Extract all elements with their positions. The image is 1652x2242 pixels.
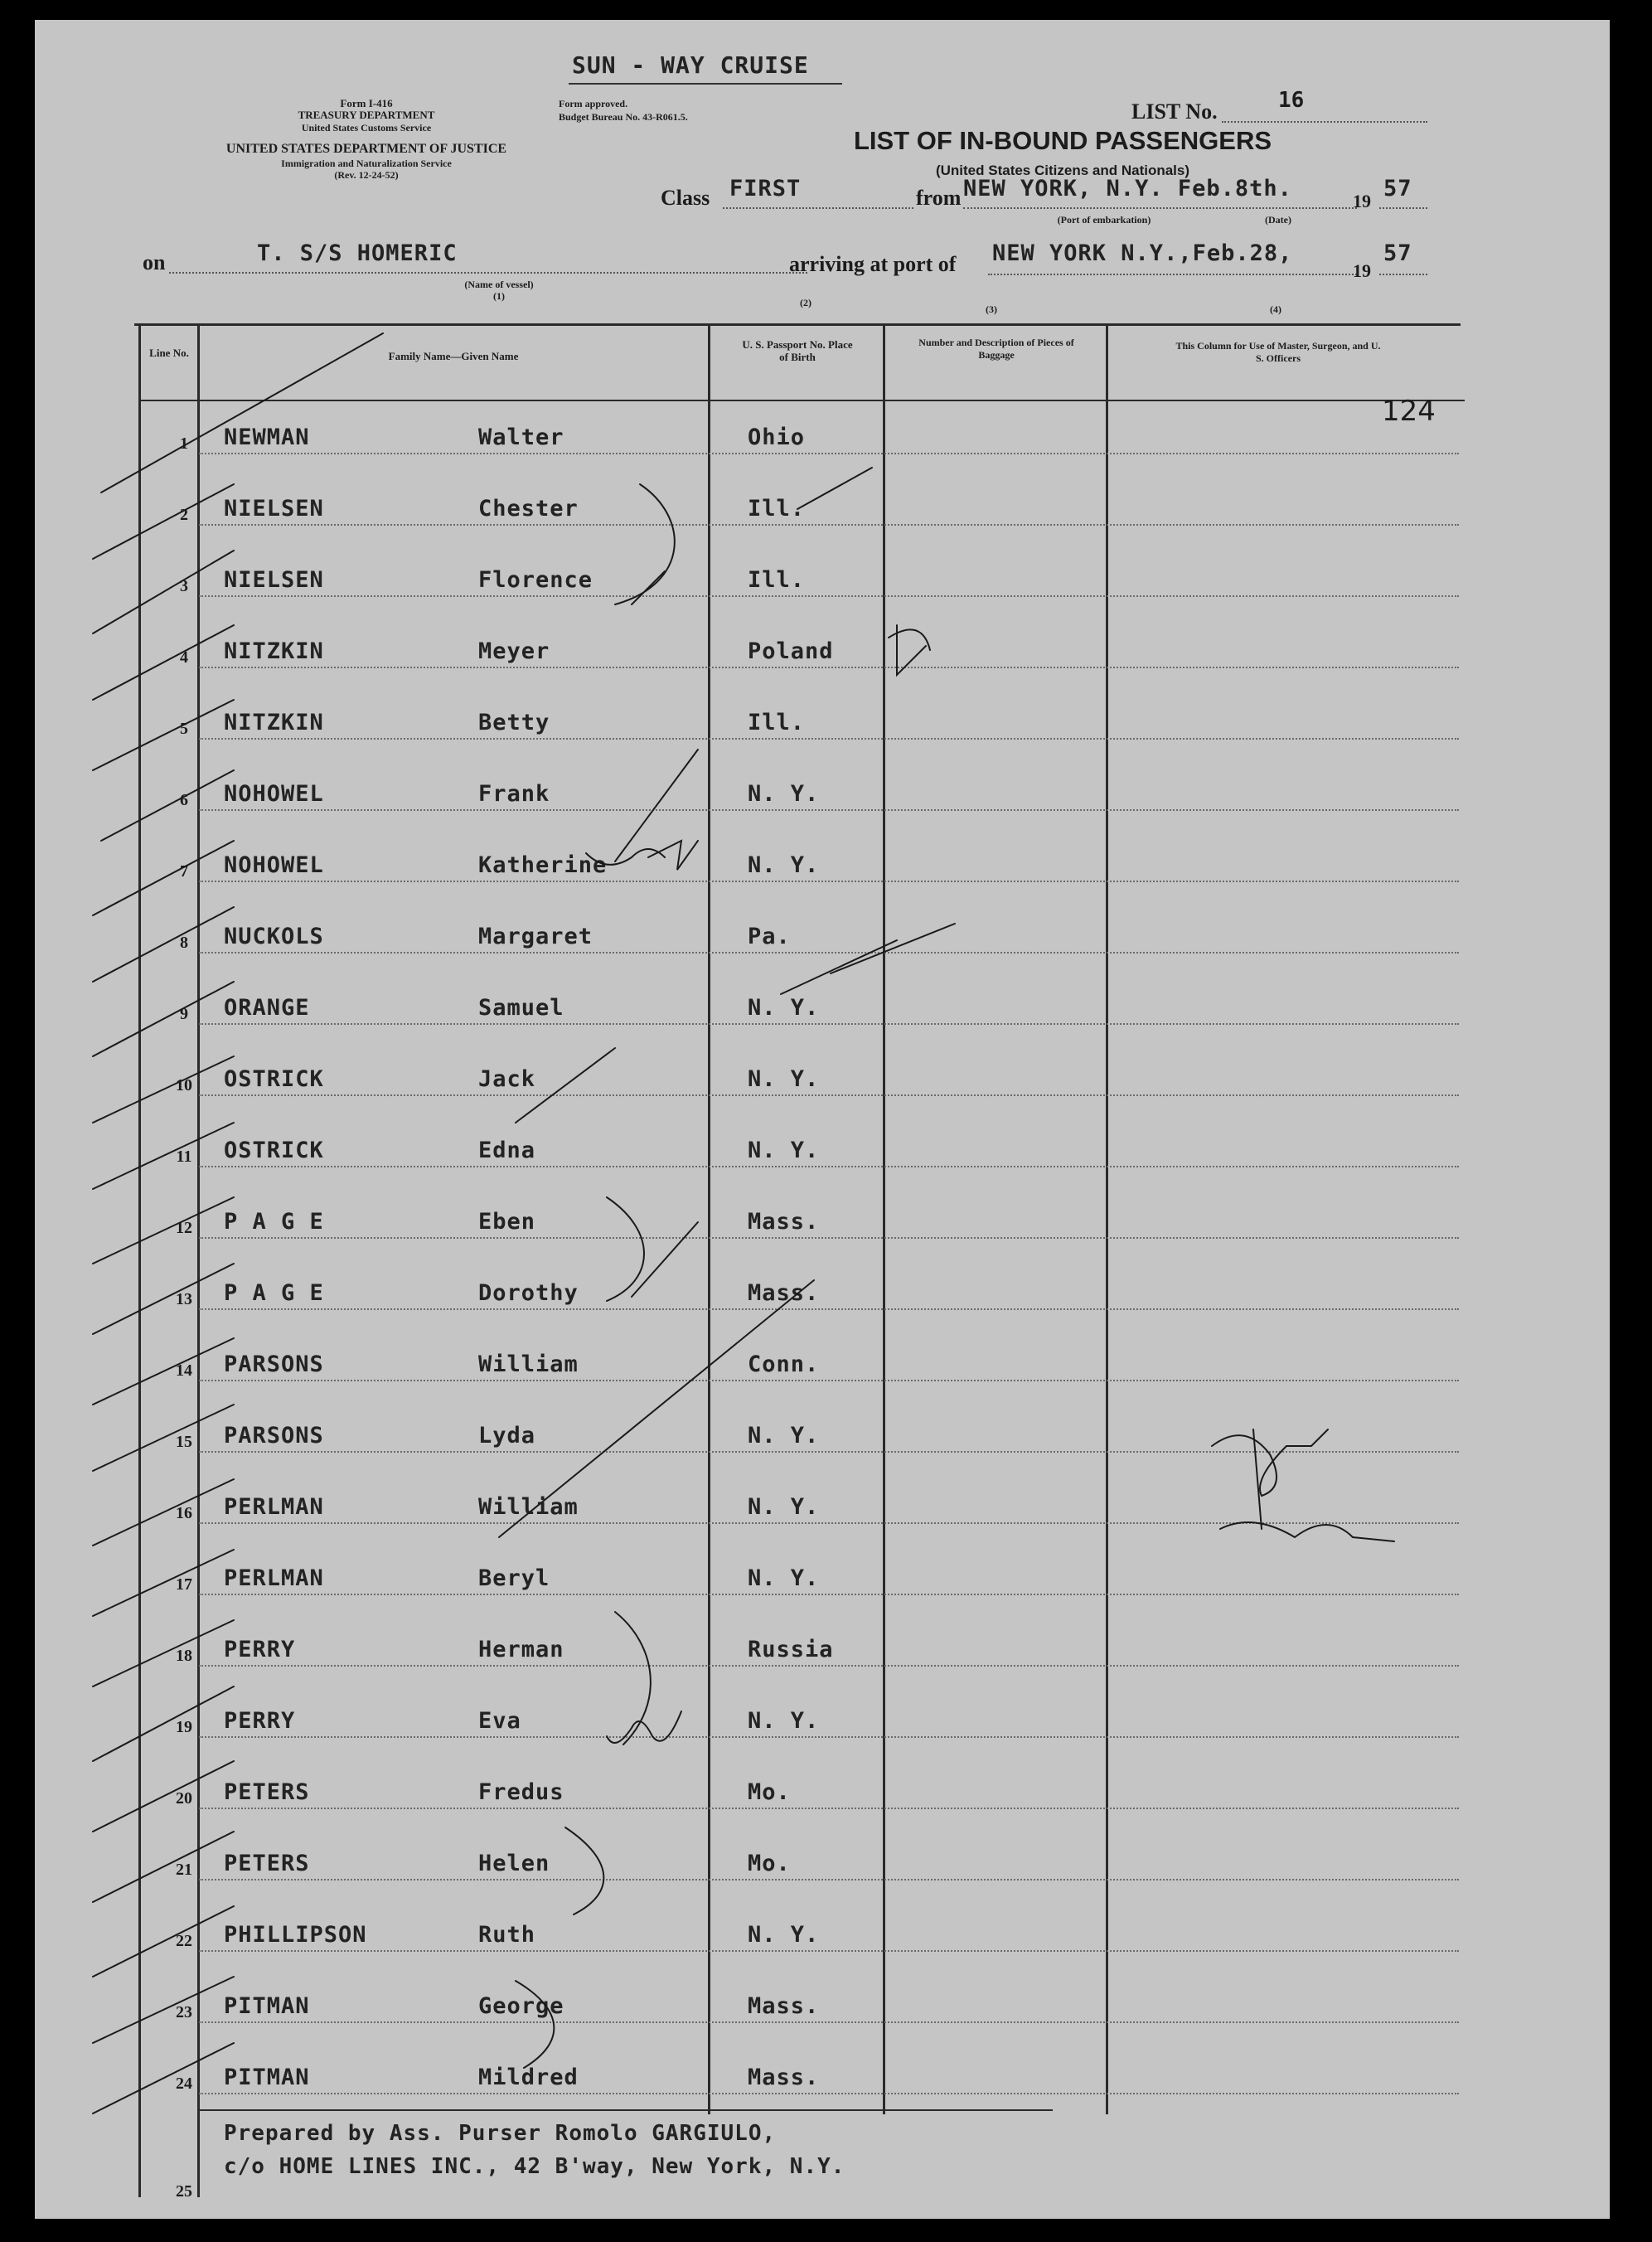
line-number: 23 (176, 2003, 192, 2021)
line-number: 9 (180, 1005, 188, 1023)
treasury-dept: TREASURY DEPARTMENT (298, 109, 435, 121)
place-of-birth: Ill. (748, 496, 806, 522)
footer-rule (199, 2109, 1053, 2111)
arriving-year-prefix: 19 (1353, 260, 1371, 281)
given-name: Walter (478, 425, 564, 450)
col4-number: (4) (1270, 303, 1281, 315)
row-rule (199, 881, 1459, 882)
line-number: 7 (180, 862, 188, 881)
from-label: from (916, 186, 962, 210)
arriving-label: arriving at port of (789, 252, 957, 276)
line-number: 8 (180, 934, 188, 952)
from-value: NEW YORK, N.Y. Feb.8th. (963, 176, 1292, 201)
place-of-birth: Pa. (748, 924, 791, 949)
family-name: ORANGE (224, 995, 310, 1021)
row-rule (199, 952, 1459, 954)
class-value: FIRST (729, 176, 802, 201)
line-number: 21 (176, 1861, 192, 1879)
row-rule (199, 595, 1459, 597)
family-name: PERRY (224, 1708, 296, 1734)
line-number: 2 (180, 506, 188, 524)
from-line (963, 207, 1357, 209)
line-number: 16 (176, 1504, 192, 1522)
family-name: PERLMAN (224, 1565, 324, 1591)
vessel-col-num: (1) (493, 290, 505, 302)
line-number: 24 (176, 2075, 192, 2093)
list-no-line (1222, 121, 1427, 123)
place-of-birth: Ill. (748, 710, 806, 735)
row-rule (199, 1522, 1459, 1524)
page-number: 124 (1382, 395, 1436, 428)
given-name: Beryl (478, 1565, 550, 1591)
line-number: 13 (176, 1290, 192, 1308)
date-caption: (Date) (1265, 214, 1291, 226)
line-number: 20 (176, 1789, 192, 1808)
line-number: 10 (176, 1076, 192, 1094)
manifest-sheet (35, 20, 1610, 2219)
row-rule (199, 1736, 1459, 1738)
header-name: Family Name—Given Name (388, 350, 519, 362)
line-number: 3 (180, 577, 188, 595)
line-number: 6 (180, 791, 188, 809)
given-name: Fredus (478, 1779, 564, 1805)
given-name: William (478, 1494, 579, 1520)
given-name: Meyer (478, 638, 550, 664)
family-name: NUCKOLS (224, 924, 324, 949)
cruise-title: SUN - WAY CRUISE (572, 51, 809, 79)
footer-company-address: c/o HOME LINES INC., 42 B'way, New York, N.Y. (224, 2154, 845, 2179)
place-of-birth: N. Y. (748, 1565, 820, 1591)
given-name: Frank (478, 781, 550, 807)
given-name: Chester (478, 496, 579, 522)
year-line (1379, 207, 1427, 209)
document-title: LIST OF IN-BOUND PASSENGERS (853, 126, 1272, 155)
on-label: on (143, 250, 166, 274)
place-of-birth: Mass. (748, 2065, 820, 2090)
place-of-birth: Poland (748, 638, 834, 664)
place-of-birth: Mass. (748, 1280, 820, 1306)
row-rule (199, 1665, 1459, 1667)
vessel-value: T. S/S HOMERIC (257, 240, 458, 266)
list-no-label: LIST No. (1131, 99, 1218, 124)
family-name: PARSONS (224, 1423, 324, 1449)
family-name: NOHOWEL (224, 852, 324, 878)
family-name: PETERS (224, 1779, 310, 1805)
family-name: NIELSEN (224, 496, 324, 522)
class-label: Class (661, 186, 710, 210)
given-name: Eben (478, 1209, 536, 1235)
header-baggage: Number and Description of Pieces of Baggage (918, 337, 1074, 361)
given-name: Mildred (478, 2065, 579, 2090)
header-line-no: Line No. (149, 347, 189, 359)
table-header-border (138, 400, 1465, 401)
family-name: PITMAN (224, 1993, 310, 2019)
row-rule (199, 1023, 1459, 1025)
place-of-birth: Russia (748, 1637, 834, 1662)
arriving-line (988, 274, 1357, 275)
line-number: 1 (180, 434, 188, 453)
family-name: P A G E (224, 1209, 324, 1235)
line-number: 17 (176, 1575, 192, 1594)
row-rule (199, 1166, 1459, 1167)
place-of-birth: Mo. (748, 1851, 791, 1876)
family-name: NOHOWEL (224, 781, 324, 807)
arriving-value: NEW YORK N.Y.,Feb.28, (992, 240, 1293, 266)
given-name: Betty (478, 710, 550, 735)
row-rule (199, 2021, 1459, 2023)
class-line (723, 207, 913, 209)
family-name: OSTRICK (224, 1138, 324, 1163)
place-of-birth: N. Y. (748, 1708, 820, 1734)
given-name: Katherine (478, 852, 608, 878)
family-name: OSTRICK (224, 1066, 324, 1092)
col-passport-border (883, 323, 885, 2114)
row-rule (199, 1308, 1459, 1310)
given-name: Eva (478, 1708, 521, 1734)
arriving-year-value: 57 (1383, 240, 1412, 266)
family-name: PERRY (224, 1637, 296, 1662)
document-subtitle: (United States Citizens and Nationals) (935, 163, 1190, 178)
vessel-caption: (Name of vessel) (464, 279, 534, 290)
row-rule (199, 1451, 1459, 1453)
place-of-birth: Conn. (748, 1352, 820, 1377)
row-rule (199, 1237, 1459, 1239)
justice-dept: UNITED STATES DEPARTMENT OF JUSTICE (225, 142, 507, 156)
header-passport: U. S. Passport No. Place of Birth (742, 338, 853, 363)
given-name: Herman (478, 1637, 564, 1662)
arriving-year-line (1379, 274, 1427, 275)
family-name: PERLMAN (224, 1494, 324, 1520)
place-of-birth: N. Y. (748, 995, 820, 1021)
given-name: Dorothy (478, 1280, 579, 1306)
col-name-border (708, 323, 710, 2114)
row-rule (199, 667, 1459, 668)
year-value: 57 (1383, 176, 1412, 201)
family-name: NIELSEN (224, 567, 324, 593)
row-rule (199, 524, 1459, 526)
line-number: 12 (176, 1219, 192, 1237)
family-name: PITMAN (224, 2065, 310, 2090)
row-rule (199, 809, 1459, 811)
line-number: 5 (180, 720, 188, 738)
given-name: Jack (478, 1066, 536, 1092)
place-of-birth: Mass. (748, 1209, 820, 1235)
place-of-birth: N. Y. (748, 1922, 820, 1948)
given-name: Samuel (478, 995, 564, 1021)
line-number: 19 (176, 1718, 192, 1736)
row-rule (199, 1950, 1459, 1952)
given-name: Ruth (478, 1922, 536, 1948)
cruise-title-underline (569, 83, 842, 85)
place-of-birth: N. Y. (748, 1138, 820, 1163)
row-rule (199, 1879, 1459, 1880)
family-name: PHILLIPSON (224, 1922, 367, 1948)
row-rule (199, 1808, 1459, 1809)
family-name: P A G E (224, 1280, 324, 1306)
given-name: Helen (478, 1851, 550, 1876)
form-number: Form I-416 (340, 97, 393, 109)
row-rule (199, 1594, 1459, 1595)
table-top-border (134, 323, 1461, 326)
budget-bureau: Budget Bureau No. 43-R061.5. (559, 111, 688, 123)
customs-service: United States Customs Service (301, 122, 432, 133)
row-rule (199, 453, 1459, 454)
line-number: 15 (176, 1433, 192, 1451)
given-name: Lyda (478, 1423, 536, 1449)
place-of-birth: N. Y. (748, 1066, 820, 1092)
row-rule (199, 1094, 1459, 1096)
family-name: PETERS (224, 1851, 310, 1876)
place-of-birth: Mo. (748, 1779, 791, 1805)
line-number: 14 (176, 1361, 192, 1380)
ins-service: Immigration and Naturalization Service (281, 158, 452, 169)
header-officers: This Column for Use of Master, Surgeon, and U. S. Officers (1175, 340, 1381, 364)
row-rule (199, 738, 1459, 740)
vessel-line (169, 272, 807, 274)
given-name: George (478, 1993, 564, 2019)
place-of-birth: Ill. (748, 567, 806, 593)
form-approved: Form approved. (559, 98, 628, 109)
place-of-birth: Mass. (748, 1993, 820, 2019)
place-of-birth: Ohio (748, 425, 806, 450)
list-no-value: 16 (1278, 88, 1305, 113)
line-number-25: 25 (176, 2182, 192, 2201)
place-of-birth: N. Y. (748, 852, 820, 878)
place-of-birth: N. Y. (748, 1423, 820, 1449)
place-of-birth: N. Y. (748, 1494, 820, 1520)
col3-number: (3) (986, 303, 997, 315)
col-line-border (197, 323, 200, 2197)
year-prefix: 19 (1353, 191, 1371, 211)
family-name: PARSONS (224, 1352, 324, 1377)
row-rule (199, 2093, 1459, 2094)
family-name: NITZKIN (224, 638, 324, 664)
given-name: Edna (478, 1138, 536, 1163)
line-number: 4 (180, 648, 188, 667)
given-name: Florence (478, 567, 593, 593)
given-name: Margaret (478, 924, 593, 949)
given-name: William (478, 1352, 579, 1377)
footer-prepared-by: Prepared by Ass. Purser Romolo GARGIULO, (224, 2121, 777, 2146)
row-rule (199, 1380, 1459, 1381)
place-of-birth: N. Y. (748, 781, 820, 807)
port-embark-caption: (Port of embarkation) (1057, 214, 1151, 226)
col2-number: (2) (800, 297, 811, 308)
revision-date: (Rev. 12-24-52) (334, 169, 399, 181)
line-number: 22 (176, 1932, 192, 1950)
col-baggage-border (1106, 323, 1108, 2114)
line-number: 18 (176, 1647, 192, 1665)
line-number: 11 (176, 1148, 192, 1166)
family-name: NITZKIN (224, 710, 324, 735)
col-left-border (138, 323, 141, 2197)
family-name: NEWMAN (224, 425, 310, 450)
